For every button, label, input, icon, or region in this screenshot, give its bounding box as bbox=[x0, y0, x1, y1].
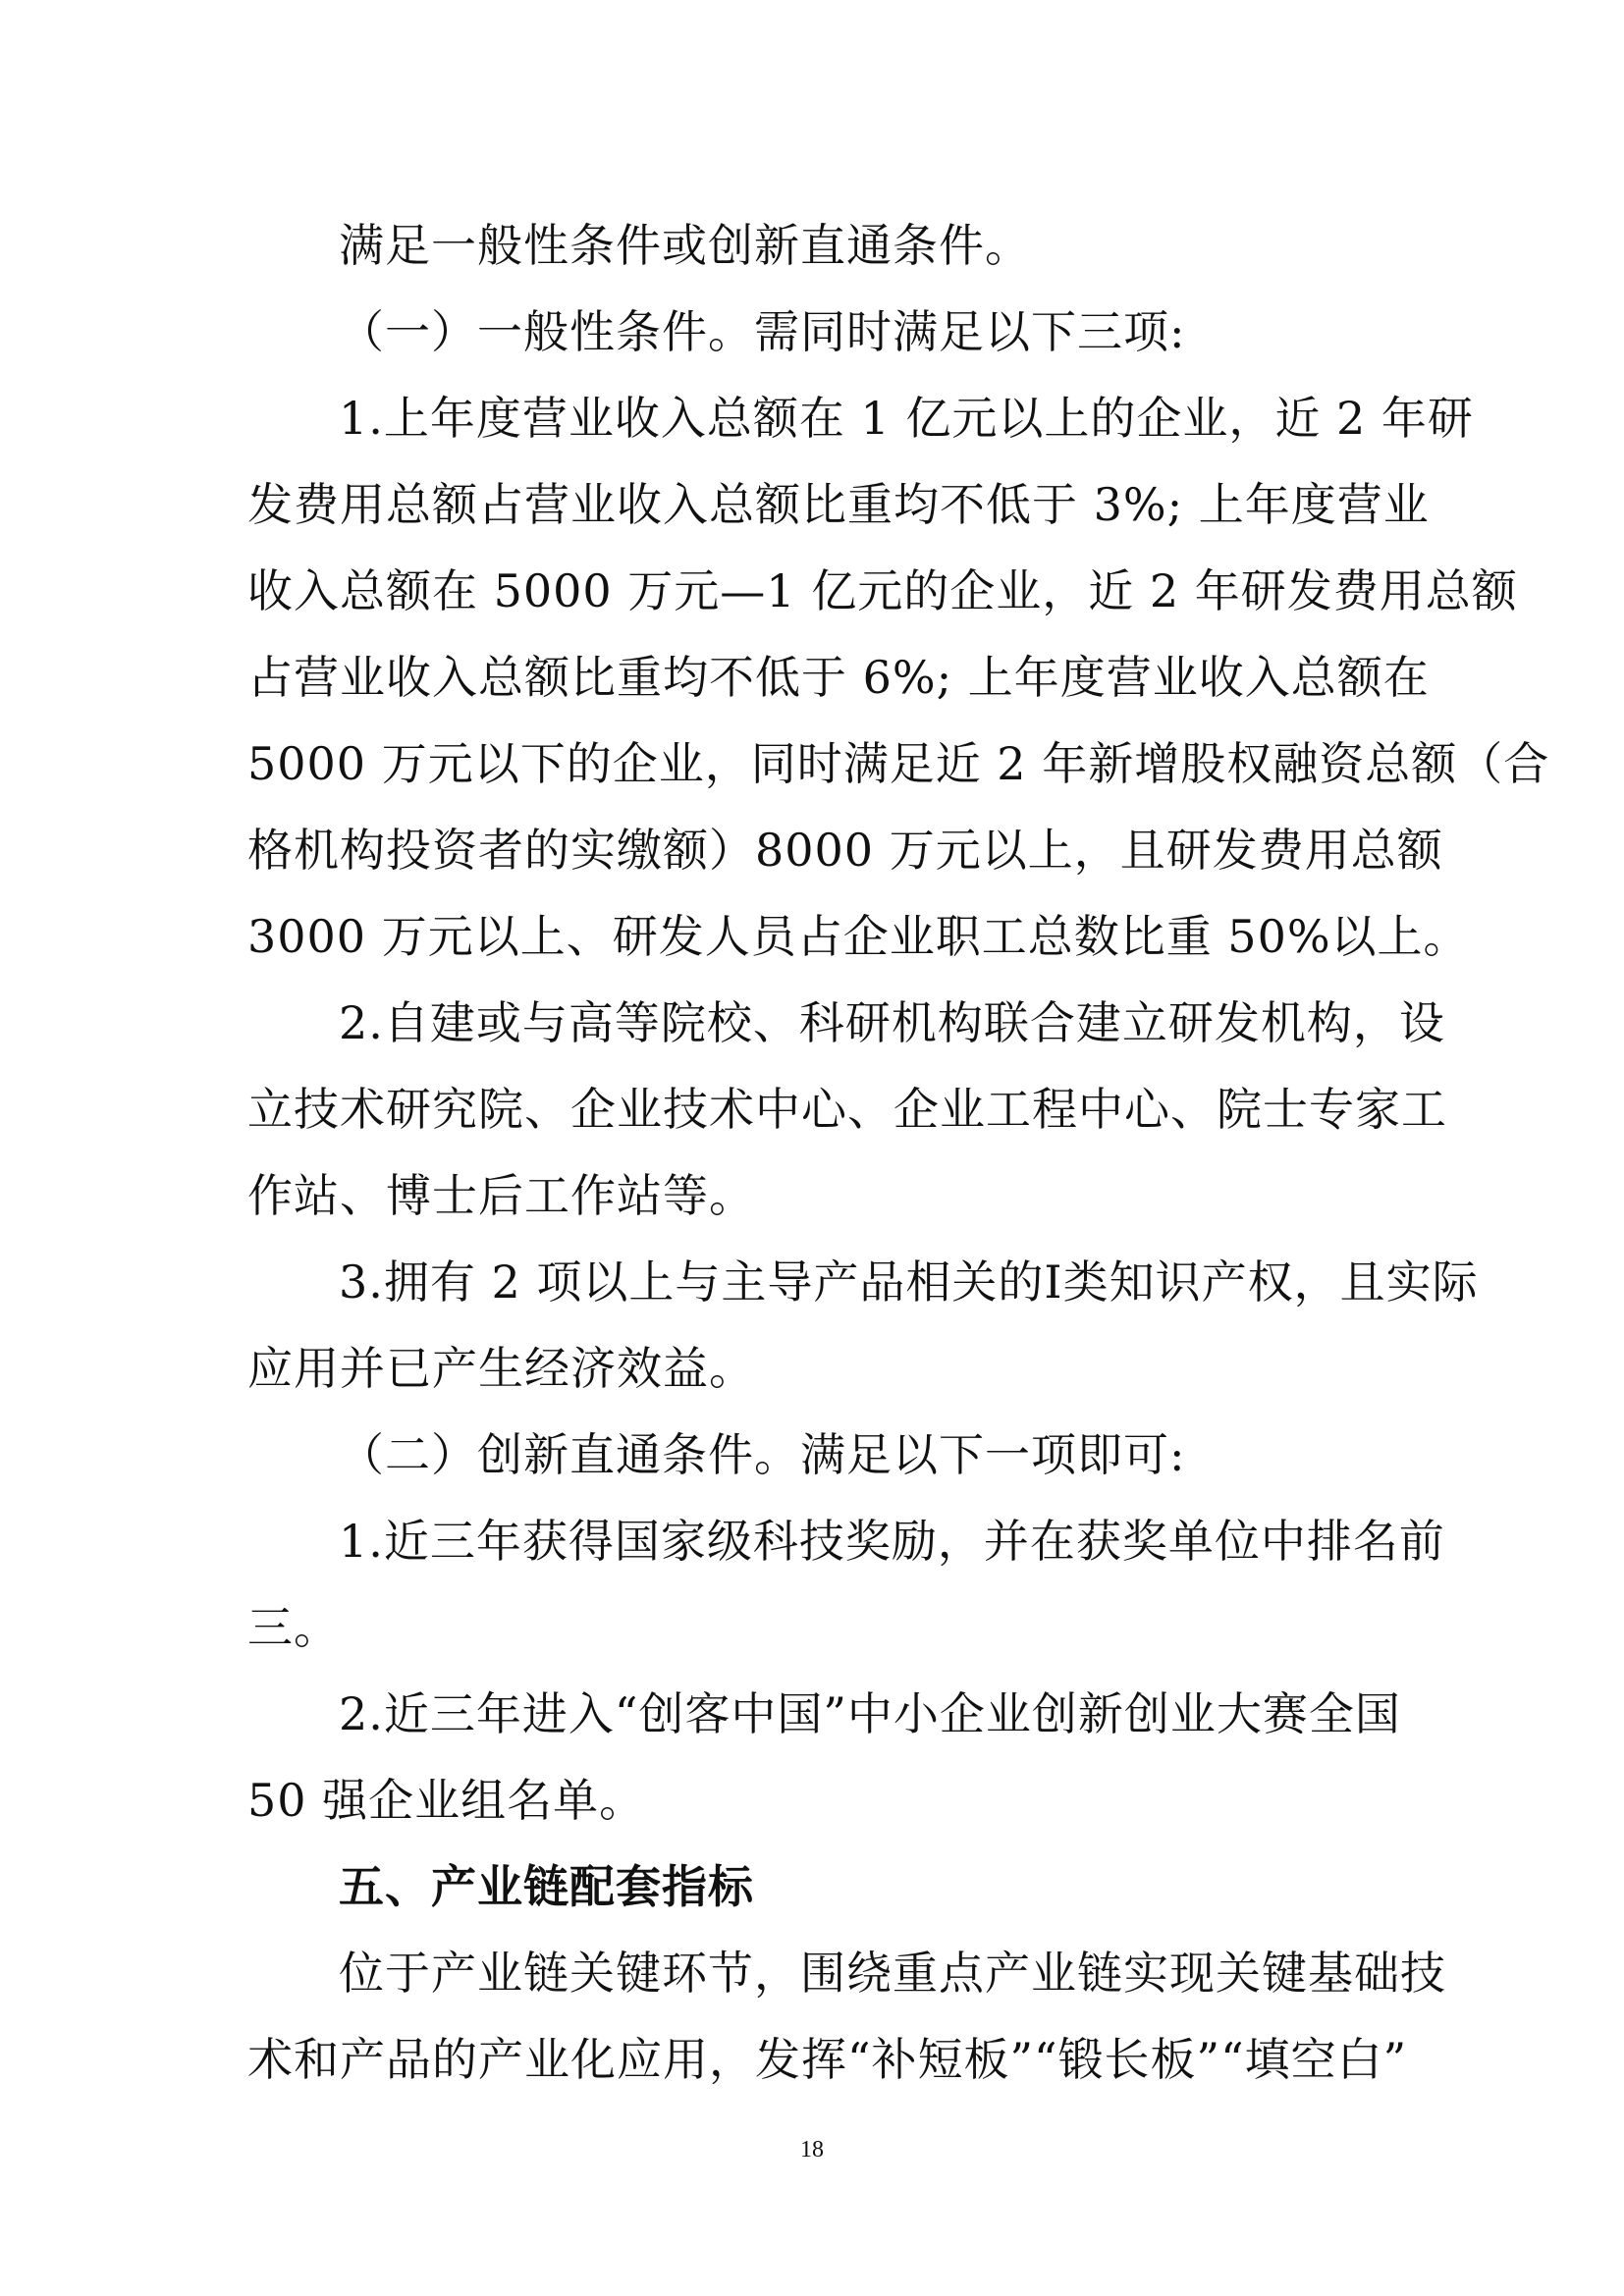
text-line: 术和产品的产业化应用，发挥“补短板”“锻长板”“填空白” bbox=[247, 2033, 1408, 2086]
text-line: 作站、博士后工作站等。 bbox=[247, 1169, 755, 1222]
text-line: 占营业收入总额比重均不低于 6%; 上年度营业收入总额在 bbox=[247, 651, 1430, 704]
section-subheading: （一）一般性条件。需同时满足以下三项: bbox=[339, 305, 1186, 358]
text-line: 格机构投资者的实缴额）8000 万元以上，且研发费用总额 bbox=[247, 824, 1443, 877]
text-line: 2.近三年进入“创客中国”中小企业创新创业大赛全国 bbox=[339, 1687, 1401, 1740]
text-line: 应用并已产生经济效益。 bbox=[247, 1342, 755, 1395]
text-line: 满足一般性条件或创新直通条件。 bbox=[339, 219, 1031, 272]
text-line: 立技术研究院、企业技术中心、企业工程中心、院士专家工 bbox=[247, 1083, 1447, 1136]
text-line: 50 强企业组名单。 bbox=[247, 1774, 646, 1827]
text-line: 1.近三年获得国家级科技奖励，并在获奖单位中排名前 bbox=[339, 1515, 1445, 1568]
text-line: 位于产业链关键环节，围绕重点产业链实现关键基础技 bbox=[339, 1947, 1446, 2000]
page-number: 18 bbox=[800, 2137, 824, 2163]
text-line: 三。 bbox=[247, 1601, 340, 1654]
text-line: 3.拥有 2 项以上与主导产品相关的I类知识产权，且实际 bbox=[339, 1255, 1479, 1308]
text-line: 2.自建或与高等院校、科研机构联合建立研发机构，设 bbox=[339, 996, 1445, 1049]
text-line: 5000 万元以下的企业，同时满足近 2 年新增股权融资总额（合 bbox=[247, 737, 1550, 790]
text-line: 收入总额在 5000 万元—1 亿元的企业，近 2 年研发费用总额 bbox=[247, 564, 1518, 617]
text-line: 3000 万元以上、研发人员占企业职工总数比重 50%以上。 bbox=[247, 910, 1470, 963]
text-line: 发费用总额占营业收入总额比重均不低于 3%; 上年度营业 bbox=[247, 478, 1430, 531]
text-line: 1.上年度营业收入总额在 1 亿元以上的企业，近 2 年研 bbox=[339, 392, 1474, 445]
section-subheading: （二）创新直通条件。满足以下一项即可: bbox=[339, 1428, 1186, 1481]
section-heading: 五、产业链配套指标 bbox=[339, 1860, 754, 1913]
